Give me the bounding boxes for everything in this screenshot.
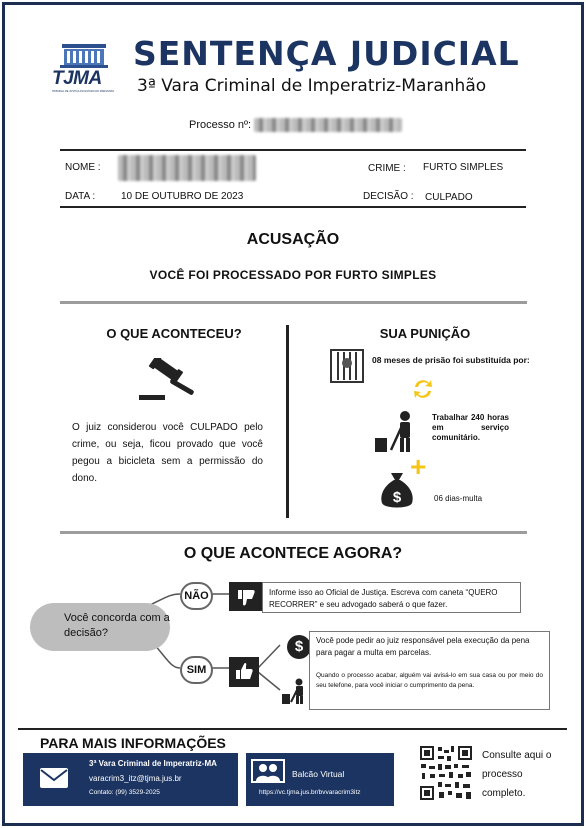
question-text: Você concorda com a decisão?: [64, 612, 170, 639]
plus-icon: +: [410, 451, 427, 482]
yes-option: SIM: [180, 656, 213, 684]
name-label: NOME :: [65, 162, 101, 173]
crime-label: CRIME :: [368, 163, 406, 174]
thumbs-down-icon: [229, 582, 263, 611]
date-value: 10 DE OUTUBRO DE 2023: [121, 191, 244, 202]
yes-text-notice: Quando o processo acabar, alguém vai avisá-lo em sua casa ou por meio do seu telefone, para você iniciar o cumprimento da pena.: [316, 672, 543, 689]
no-option: NÃO: [180, 582, 213, 610]
date-label: DATA :: [65, 191, 96, 202]
page-title: SENTENÇA JUDICIAL: [133, 34, 520, 73]
no-text: Informe isso ao Oficial de Justiça. Escreva com caneta “QUERO RECORRER” e seu advogado saberá o que fazer.: [269, 588, 498, 609]
yes-text-installments: Você pode pedir ao juiz responsável pela execução da pena para pagar a multa em parcelas.: [316, 636, 530, 657]
accusation-heading: ACUSAÇÃO: [246, 231, 340, 248]
process-label: Processo nº:: [189, 118, 252, 131]
footer-heading: PARA MAIS INFORMAÇÕES: [40, 735, 226, 751]
balcao-url[interactable]: https://vc.tjma.jus.br/bvvaracrim3itz: [259, 789, 361, 796]
video-call-icon: [251, 759, 285, 783]
question-bubble: [30, 603, 170, 651]
dollar-coin-icon: $: [287, 635, 311, 659]
thumbs-up-icon: [229, 657, 259, 687]
accusation-text: VOCÊ FOI PROCESSADO POR FURTO SIMPLES: [149, 268, 437, 282]
mail-icon: [39, 767, 69, 789]
decision-label: DECISÃO :: [363, 191, 414, 202]
what-happened-heading: O QUE ACONTECEU?: [106, 326, 242, 341]
contact-phone: Contato: (99) 3529-2025: [89, 789, 160, 796]
balcao-card: [246, 753, 394, 806]
worker-icon: [281, 678, 309, 704]
page-subtitle: 3ª Vara Criminal de Imperatriz-Maranhão: [137, 76, 487, 96]
crime-value: FURTO SIMPLES: [423, 162, 504, 173]
what-happened-text: O juiz considerou você CULPADO pelo crime, ou seja, ficou provado que você pegou a bicicleta sem a permissão do dono.: [72, 422, 263, 484]
logo-subtext: TRIBUNAL DE JUSTIÇA DO ESTADO DO MARANHÃO: [52, 90, 115, 93]
balcao-title: Balcão Virtual: [292, 769, 345, 779]
decision-value: CULPADO: [425, 192, 473, 203]
fine-text: 06 dias-multa: [434, 494, 483, 503]
qr-caption: Consulte aqui o processo completo.: [482, 750, 552, 799]
contact-title: 3ª Vara Criminal de Imperatriz-MA: [89, 759, 217, 768]
punishment-heading: SUA PUNIÇÃO: [379, 326, 471, 341]
now-heading: O QUE ACONTECE AGORA?: [183, 545, 403, 562]
footer-divider: [18, 728, 567, 730]
yes-text-box: [309, 631, 550, 710]
no-text-box: [262, 582, 521, 613]
logo-text: TJMA: [52, 68, 102, 89]
svg-text:$: $: [392, 489, 402, 506]
contact-card: [23, 753, 238, 806]
prison-text: 08 meses de prisão foi substituída por:: [372, 355, 530, 365]
qr-code[interactable]: [418, 744, 474, 802]
community-work-text: Trabalhar 240 horas em serviço comunitário.: [432, 413, 509, 442]
contact-email[interactable]: varacrim3_itz@tjma.jus.br: [89, 774, 182, 783]
